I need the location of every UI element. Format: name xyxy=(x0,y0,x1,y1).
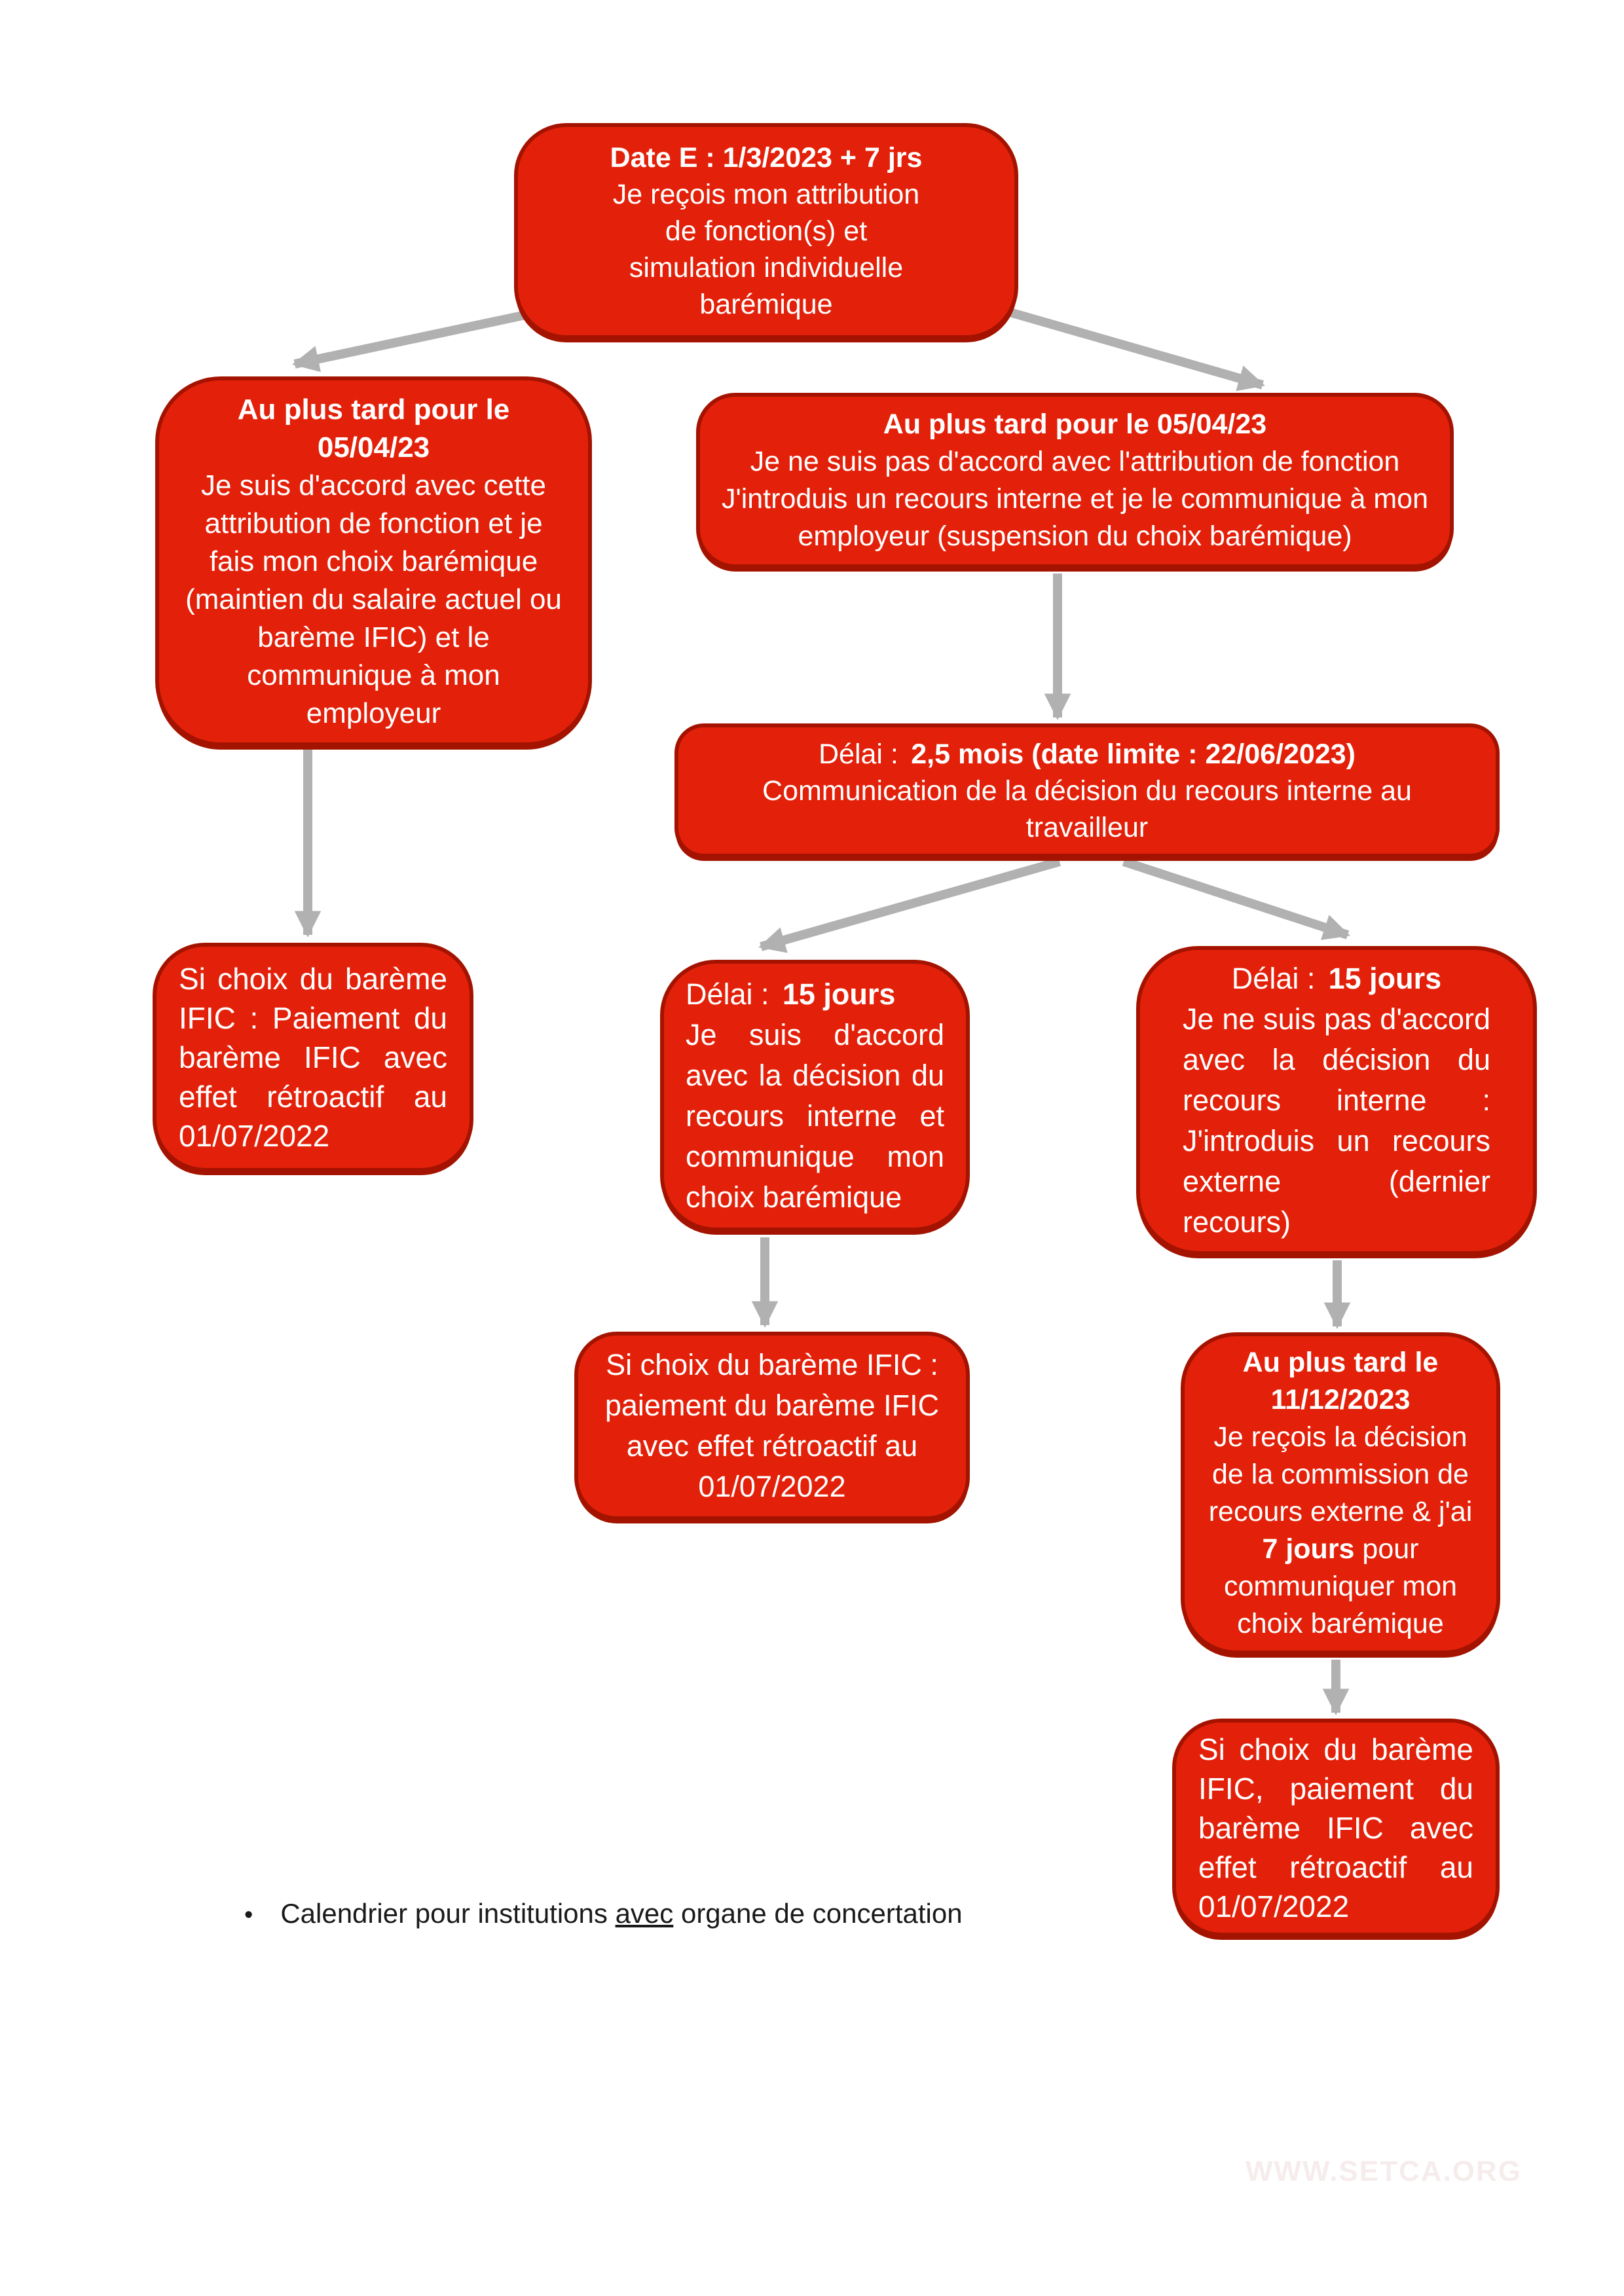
node-ific-payment-middle xyxy=(574,1332,970,1520)
node-agree-choice xyxy=(155,376,592,746)
arrow-start-to-internal-appeal xyxy=(994,308,1263,385)
arrow-start-to-agree xyxy=(295,309,553,364)
setca-watermark: WWW.SETCA.ORG xyxy=(1246,2155,1522,2187)
node-heading xyxy=(1183,958,1490,999)
node-body: Je ne suis pas d'accord avec la décision du recours interne : J'introduis un recours externe (dernier recours) xyxy=(1183,1002,1490,1239)
node-body xyxy=(1200,1419,1481,1643)
node-body: Je suis d'accord avec cette attribution de fonction et je fais mon choix barémique (maintien du salaire actuel ou barème IFIC) et le communique à mon employeur xyxy=(185,469,562,729)
node-heading xyxy=(740,736,1434,773)
node-body: Je suis d'accord avec la décision du recours interne et communique mon choix barémique xyxy=(686,1017,944,1214)
delay-label: Délai : xyxy=(819,738,898,770)
bullet-icon xyxy=(244,1897,253,1931)
node-start-attribution xyxy=(514,123,1018,339)
node-body: Si choix du barème IFIC : Paiement du barème IFIC avec effet rétroactif au 01/07/2022 xyxy=(179,962,447,1153)
node-external-decision xyxy=(1181,1332,1500,1654)
body-text: Je reçois la décision de la commission de recours externe & j'ai xyxy=(1208,1421,1473,1527)
footer-text xyxy=(280,1897,962,1930)
arrow-decision-to-accept xyxy=(761,862,1060,947)
footer-bullet-item xyxy=(244,1897,963,1931)
delay-label: Délai : xyxy=(686,977,769,1011)
node-body: Si choix du barème IFIC, paiement du barème IFIC avec effet rétroactif au 01/07/2022 xyxy=(1198,1732,1473,1923)
node-heading xyxy=(686,974,944,1015)
node-internal-decision xyxy=(674,723,1500,858)
node-internal-appeal xyxy=(696,393,1454,568)
node-ific-payment-left xyxy=(153,943,473,1172)
arrow-decision-to-external-appeal xyxy=(1124,862,1348,935)
node-accept-internal-decision xyxy=(660,960,970,1231)
node-heading: Au plus tard le 11/12/2023 xyxy=(1242,1347,1439,1415)
body-text: pour communiquer mon choix barémique xyxy=(1223,1533,1458,1639)
node-external-appeal xyxy=(1136,946,1537,1255)
node-heading: Au plus tard pour le 05/04/23 xyxy=(237,393,510,464)
body-text-bold: 7 jours xyxy=(1262,1533,1355,1565)
footer-text-post: organe de concertation xyxy=(673,1898,963,1929)
delay-label: Délai : xyxy=(1231,962,1316,995)
node-body: Si choix du barème IFIC : paiement du barème IFIC avec effet rétroactif au 01/07/2022 xyxy=(604,1348,940,1503)
delay-value: 15 jours xyxy=(782,977,896,1011)
node-heading: Date E : 1/3/2023 + 7 jrs xyxy=(610,142,923,173)
node-body: Communication de la décision du recours interne au travailleur xyxy=(762,774,1412,843)
delay-value: 2,5 mois (date limite : 22/06/2023) xyxy=(911,738,1356,770)
footer-text-underlined: avec xyxy=(615,1898,674,1929)
node-body: Je ne suis pas d'accord avec l'attribution de fonction J'introduis un recours interne et je le communique à mon employeur (suspension du choix barémique) xyxy=(722,446,1428,552)
node-heading: Au plus tard pour le 05/04/23 xyxy=(883,409,1267,440)
delay-value: 15 jours xyxy=(1328,962,1442,995)
node-ific-payment-right xyxy=(1172,1719,1500,1937)
footer-text-pre: Calendrier pour institutions xyxy=(280,1898,616,1929)
node-body: Je reçois mon attribution de fonction(s) et simulation individuelle barémique xyxy=(612,179,920,320)
